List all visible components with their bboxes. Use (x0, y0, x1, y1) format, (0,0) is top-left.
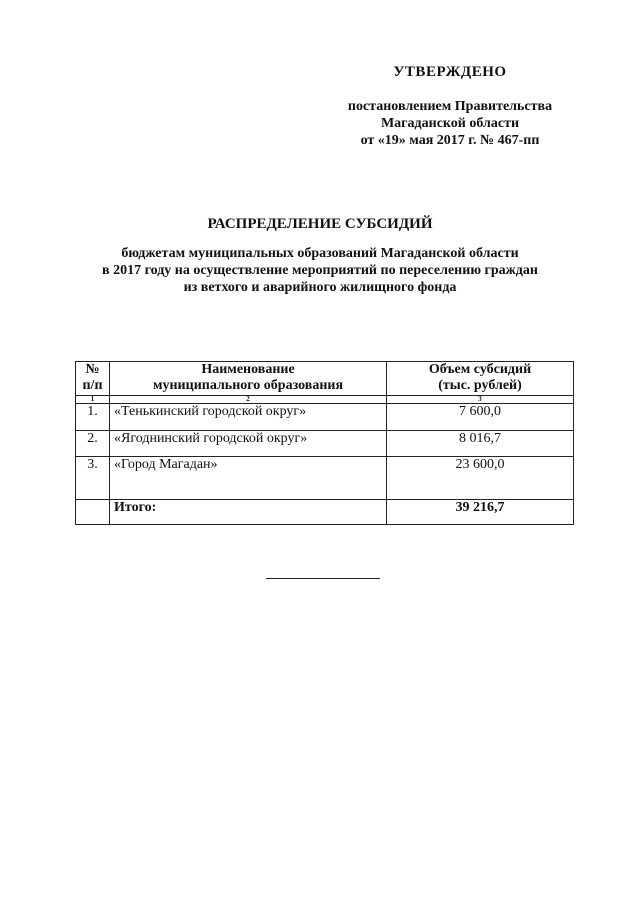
row-amount: 7 600,0 (387, 404, 574, 431)
table-row (76, 431, 574, 457)
header-amount-line-2: (тыс. рублей) (438, 378, 522, 393)
row-name: «Ягоднинский городской округ» (110, 431, 387, 457)
header-number (76, 362, 110, 396)
approval-line-1: постановлением Правительства (347, 99, 553, 114)
document-subtitle (20, 245, 620, 296)
row-number: 1. (76, 404, 110, 431)
row-amount: 8 016,7 (387, 431, 574, 457)
row-name: «Город Магадан» (110, 457, 387, 500)
table-header-row (76, 362, 574, 396)
header-amount-line-1: Объем субсидий (428, 362, 532, 377)
row-number: 3. (76, 457, 110, 500)
column-number: 2 (110, 396, 387, 404)
table-row (76, 457, 574, 500)
approval-line-3: от «19» мая 2017 г. № 467-пп (360, 133, 540, 148)
subsidies-table (75, 361, 574, 525)
header-name (110, 362, 387, 396)
approval-stamp-title: УТВЕРЖДЕНО (393, 64, 507, 80)
table-total-row (76, 500, 574, 525)
subtitle-line-3: из ветхого и аварийного жилищного фонда (183, 280, 457, 295)
row-amount: 23 600,0 (387, 457, 574, 500)
header-name-line-1: Наименование (201, 362, 295, 377)
approval-line-2: Магаданской области (380, 116, 520, 131)
table-row (76, 404, 574, 431)
header-name-line-2: муниципального образования (152, 378, 344, 393)
header-number-line-2: п/п (82, 378, 103, 393)
header-number-line-1: № (85, 362, 100, 377)
subtitle-line-2: в 2017 году на осуществление мероприятий по переселению граждан (102, 263, 538, 278)
column-number: 3 (387, 396, 574, 404)
subtitle-line-1: бюджетам муниципальных образований Магаданской области (121, 246, 519, 261)
end-divider (266, 578, 380, 579)
total-number-cell (76, 500, 110, 525)
total-amount: 39 216,7 (387, 500, 574, 525)
header-amount (387, 362, 574, 396)
column-number: 1 (76, 396, 110, 404)
total-label: Итого: (110, 500, 387, 525)
document-title: РАСПРЕДЕЛЕНИЕ СУБСИДИЙ (207, 216, 433, 232)
row-number: 2. (76, 431, 110, 457)
row-name: «Тенькинский городской округ» (110, 404, 387, 431)
column-number-row (76, 396, 574, 404)
approval-details (300, 98, 600, 149)
